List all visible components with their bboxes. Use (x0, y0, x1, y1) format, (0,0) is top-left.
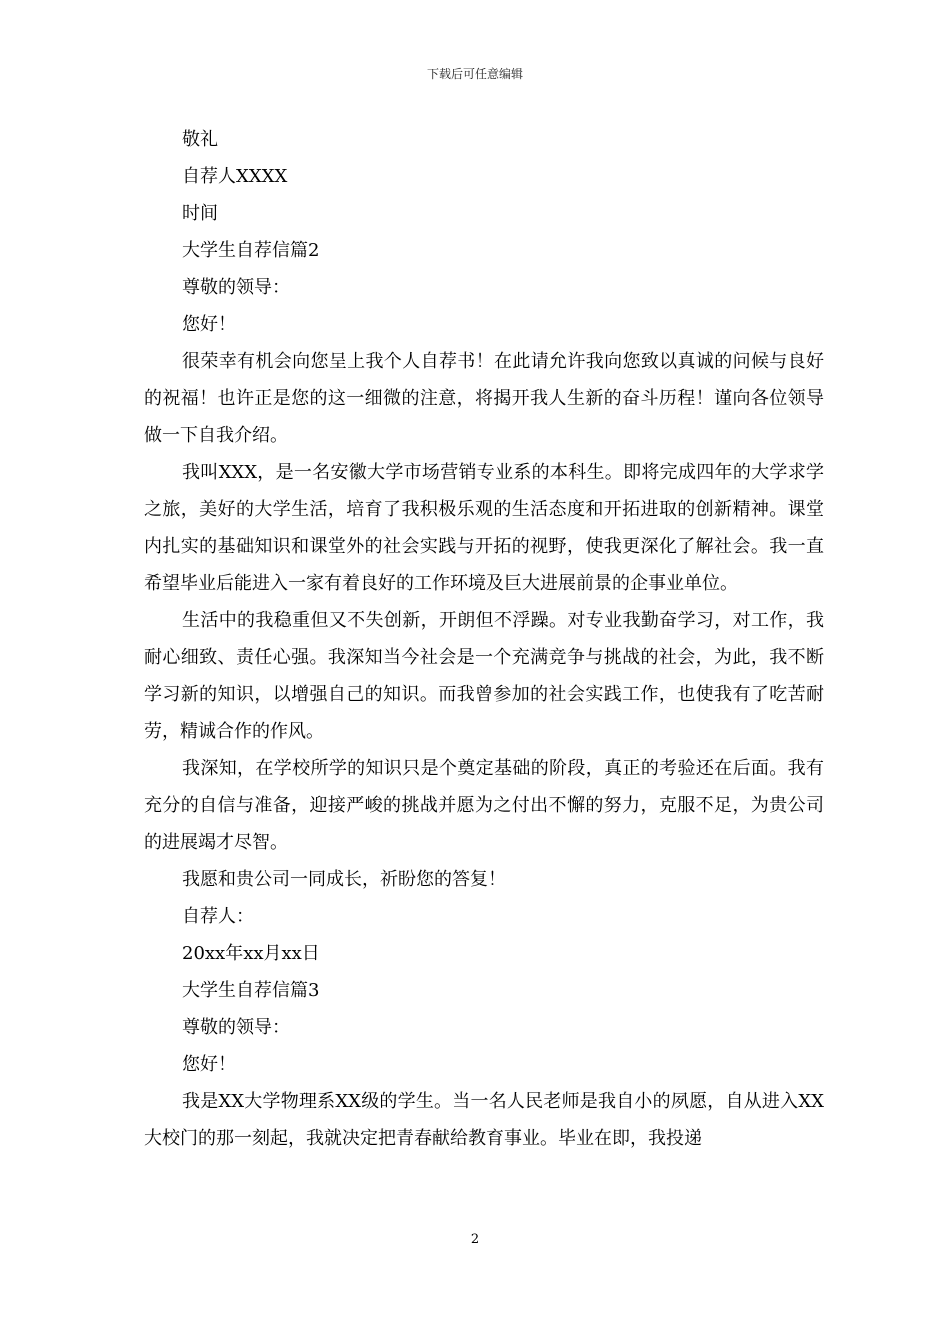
signature-line: 自荐人： (182, 906, 254, 927)
document-body (144, 121, 824, 1157)
page-header: 下载后可任意编辑 (426, 67, 523, 81)
salutation: 尊敬的领导： (182, 277, 290, 298)
body-paragraph: 我深知，在学校所学的知识只是个奠定基础的阶段，真正的考验还在后面。我有充分的自信与准备，迎接严峻的挑战并愿为之付出不懈的努力，克服不足，为贵公司的进展竭才尽智。 (144, 758, 824, 853)
page-number: 2 (470, 1232, 480, 1247)
body-paragraph: 我叫XXX，是一名安徽大学市场营销专业系的本科生。即将完成四年的大学求学之旅，美好的大学生活，培育了我积极乐观的生活态度和开拓进取的创新精神。课堂内扎实的基础知识和课堂外的社会实践与开拓的视野，使我更深化了解社会。我一直希望毕业后能进入一家有着良好的工作环境及巨大进展前景的企事业单位。 (144, 462, 824, 594)
section-title: 大学生自荐信篇3 (182, 980, 320, 1001)
date-line: 时间 (182, 203, 218, 224)
closing-salutation: 敬礼 (182, 129, 218, 150)
signature-line: 自荐人XXXX (182, 166, 288, 187)
body-paragraph: 生活中的我稳重但又不失创新，开朗但不浮躁。对专业我勤奋学习，对工作，我耐心细致、责任心强。我深知当今社会是一个充满竞争与挑战的社会，为此，我不断学习新的知识，以增强自己的知识。而我曾参加的社会实践工作，也使我有了吃苦耐劳，精诚合作的作风。 (144, 610, 824, 742)
body-paragraph: 很荣幸有机会向您呈上我个人自荐书！在此请允许我向您致以真诚的问候与良好的祝福！也许正是您的这一细微的注意，将揭开我人生新的奋斗历程！谨向各位领导做一下自我介绍。 (144, 351, 824, 446)
greeting: 您好！ (182, 314, 236, 335)
closing-line: 我愿和贵公司一同成长，祈盼您的答复！ (182, 869, 506, 890)
date-line: 20xx年xx月xx日 (182, 943, 320, 964)
body-paragraph: 我是XX大学物理系XX级的学生。当一名人民老师是我自小的夙愿，自从进入XX大校门的那一刻起，我就决定把青春献给教育事业。毕业在即，我投递 (144, 1091, 824, 1149)
section-title: 大学生自荐信篇2 (182, 240, 320, 261)
salutation: 尊敬的领导： (182, 1017, 290, 1038)
greeting: 您好！ (182, 1054, 236, 1075)
